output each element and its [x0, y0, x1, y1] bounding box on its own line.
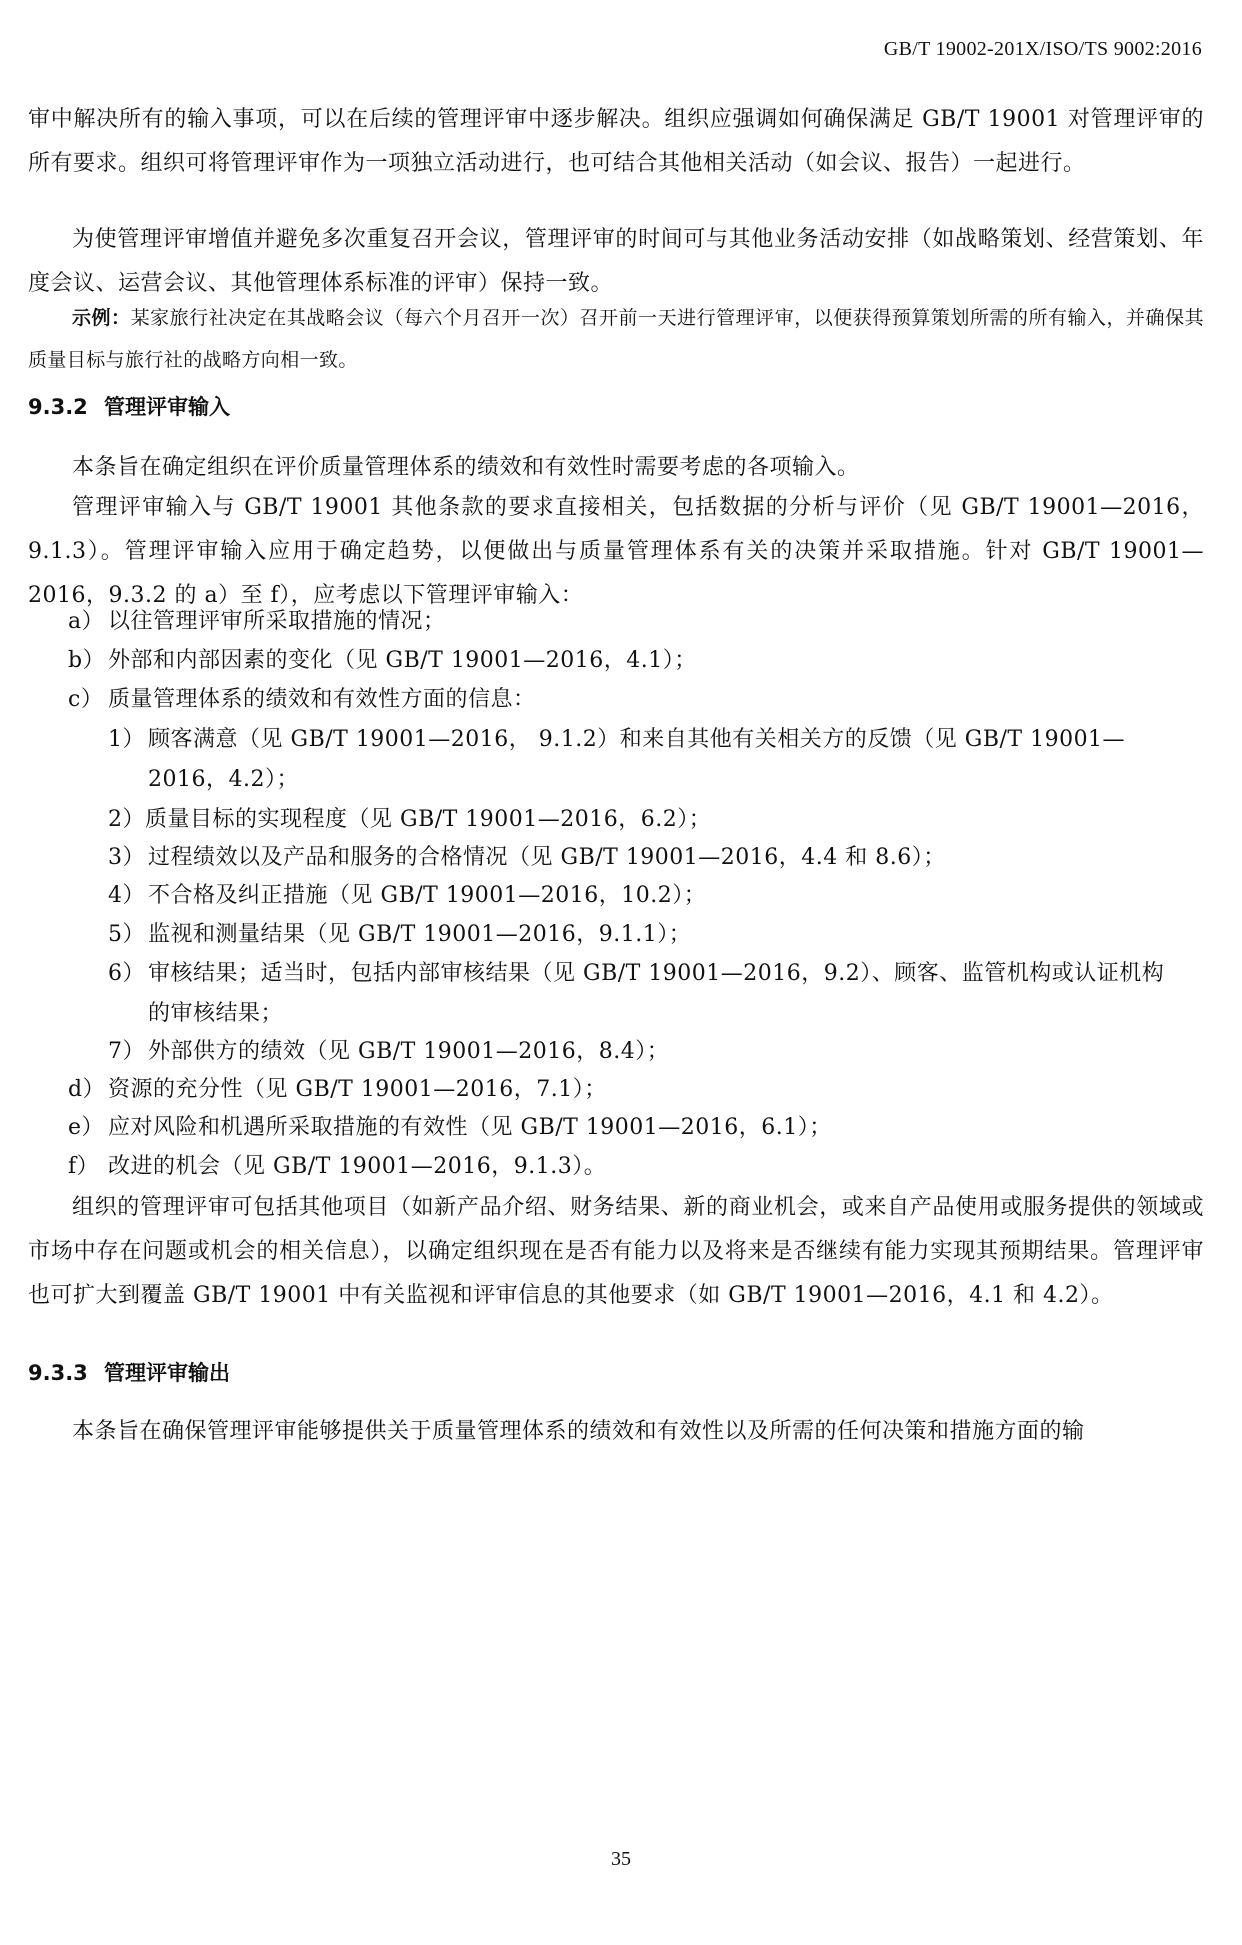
list-item-c5 — [108, 915, 1178, 955]
section-heading-9-3-3 — [28, 1358, 230, 1388]
paragraph-schedule-alignment: 为使管理评审增值并避免多次重复召开会议，管理评审的时间可与其他业务活动安排（如战略策划、经营策划、年度会议、运营会议、其他管理体系标准的评审）保持一致。 — [28, 227, 1204, 296]
list-marker: b） — [68, 648, 106, 673]
list-text: 外部和内部因素的变化（见 GB/T 19001—2016，4.1）； — [108, 648, 697, 673]
list-item-c — [68, 680, 1168, 720]
list-item-c1 — [108, 720, 1178, 800]
list-marker: d） — [68, 1077, 106, 1102]
paragraph-purpose-inputs: 本条旨在确定组织在评价质量管理体系的绩效和有效性时需要考虑的各项输入。 — [72, 455, 860, 480]
list-text: 不合格及纠正措施（见 GB/T 19001—2016，10.2）； — [148, 883, 707, 908]
list-item-c2 — [108, 800, 1178, 840]
list-marker: a） — [68, 609, 105, 634]
list-text: 审核结果；适当时，包括内部审核结果（见 GB/T 19001—2016，9.2）、顾客、监管机构或认证机构的审核结果； — [148, 961, 1165, 1026]
section-number: 9.3.2 — [28, 395, 88, 419]
standard-code-header: GB/T 19002-201X/ISO/TS 9002:2016 — [883, 38, 1202, 60]
paragraph-inputs-relation: 管理评审输入与 GB/T 19001 其他条款的要求直接相关，包括数据的分析与评价（见 GB/T 19001—2016，9.1.3）。管理评审输入应用于确定趋势，以便做出与质量管理体系有关的决策并采取措施。针对 GB/T 19001—2016，9.3.2 的 a）至 f），应考虑以下管理评审输入： — [28, 495, 1204, 608]
list-marker: 5） — [108, 922, 145, 947]
list-marker: 4） — [108, 883, 145, 908]
list-item-c7 — [108, 1032, 1178, 1072]
list-marker: c） — [68, 687, 104, 712]
example-label: 示例： — [72, 307, 131, 329]
list-marker: 7） — [108, 1039, 145, 1064]
list-text: 质量管理体系的绩效和有效性方面的信息： — [108, 687, 536, 712]
list-text: 2）质量目标的实现程度（见 GB/T 19001—2016，6.2）； — [108, 807, 712, 832]
list-text: 过程绩效以及产品和服务的合格情况（见 GB/T 19001—2016，4.4 和 8.6）； — [148, 845, 946, 870]
page-number: 35 — [611, 1848, 631, 1870]
list-text: 外部供方的绩效（见 GB/T 19001—2016，8.4）； — [148, 1039, 670, 1064]
list-marker: f） — [68, 1154, 100, 1179]
list-item-d — [68, 1070, 1168, 1110]
list-item-c6 — [108, 954, 1178, 1034]
section-number: 9.3.3 — [28, 1361, 88, 1385]
list-text: 以往管理评审所采取措施的情况； — [108, 609, 446, 634]
list-marker: e） — [68, 1115, 105, 1140]
section-heading-9-3-2 — [28, 392, 230, 422]
example-note — [28, 297, 1204, 381]
list-text: 监视和测量结果（见 GB/T 19001—2016，9.1.1）； — [148, 922, 692, 947]
list-text: 顾客满意（见 GB/T 19001—2016， 9.1.2）和来自其他有关相关方的反馈（见 GB/T 19001—2016，4.2）； — [148, 727, 1126, 792]
paragraph-purpose-outputs: 本条旨在确保管理评审能够提供关于质量管理体系的绩效和有效性以及所需的任何决策和措施方面的输 — [72, 1419, 1085, 1444]
list-marker: 1） — [108, 727, 145, 752]
list-marker: 3） — [108, 845, 145, 870]
list-item-c4 — [108, 876, 1178, 916]
section-title: 管理评审输出 — [104, 1361, 230, 1385]
list-item-f — [68, 1147, 1168, 1187]
paragraph-other-items: 组织的管理评审可包括其他项目（如新产品介绍、财务结果、新的商业机会，或来自产品使用或服务提供的领域或市场中存在问题或机会的相关信息），以确定组织现在是否有能力以及将来是否继续有能力实现其预期结果。管理评审也可扩大到覆盖 GB/T 19001 中有关监视和评审信息的其他要求（如 GB/T 19001—2016，4.1 和 4.2）。 — [28, 1195, 1204, 1308]
paragraph-continuation: 审中解决所有的输入事项，可以在后续的管理评审中逐步解决。组织应强调如何确保满足 GB/T 19001 对管理评审的所有要求。组织可将管理评审作为一项独立活动进行，也可结合其他相关活动（如会议、报告）一起进行。 — [28, 107, 1204, 176]
list-text: 资源的充分性（见 GB/T 19001—2016，7.1）； — [108, 1077, 607, 1102]
list-item-c3 — [108, 838, 1178, 878]
section-title: 管理评审输入 — [104, 395, 230, 419]
list-text: 应对风险和机遇所采取措施的有效性（见 GB/T 19001—2016，6.1）； — [108, 1115, 832, 1140]
list-item-e — [68, 1108, 1168, 1148]
list-text: 改进的机会（见 GB/T 19001—2016，9.1.3）。 — [108, 1154, 607, 1179]
list-item-b — [68, 641, 1168, 681]
example-text: 某家旅行社决定在其战略会议（每六个月召开一次）召开前一天进行管理评审，以便获得预算策划所需的所有输入，并确保其质量目标与旅行社的战略方向相一致。 — [28, 307, 1204, 371]
list-item-a — [68, 602, 1168, 642]
list-marker: 6） — [108, 961, 145, 986]
